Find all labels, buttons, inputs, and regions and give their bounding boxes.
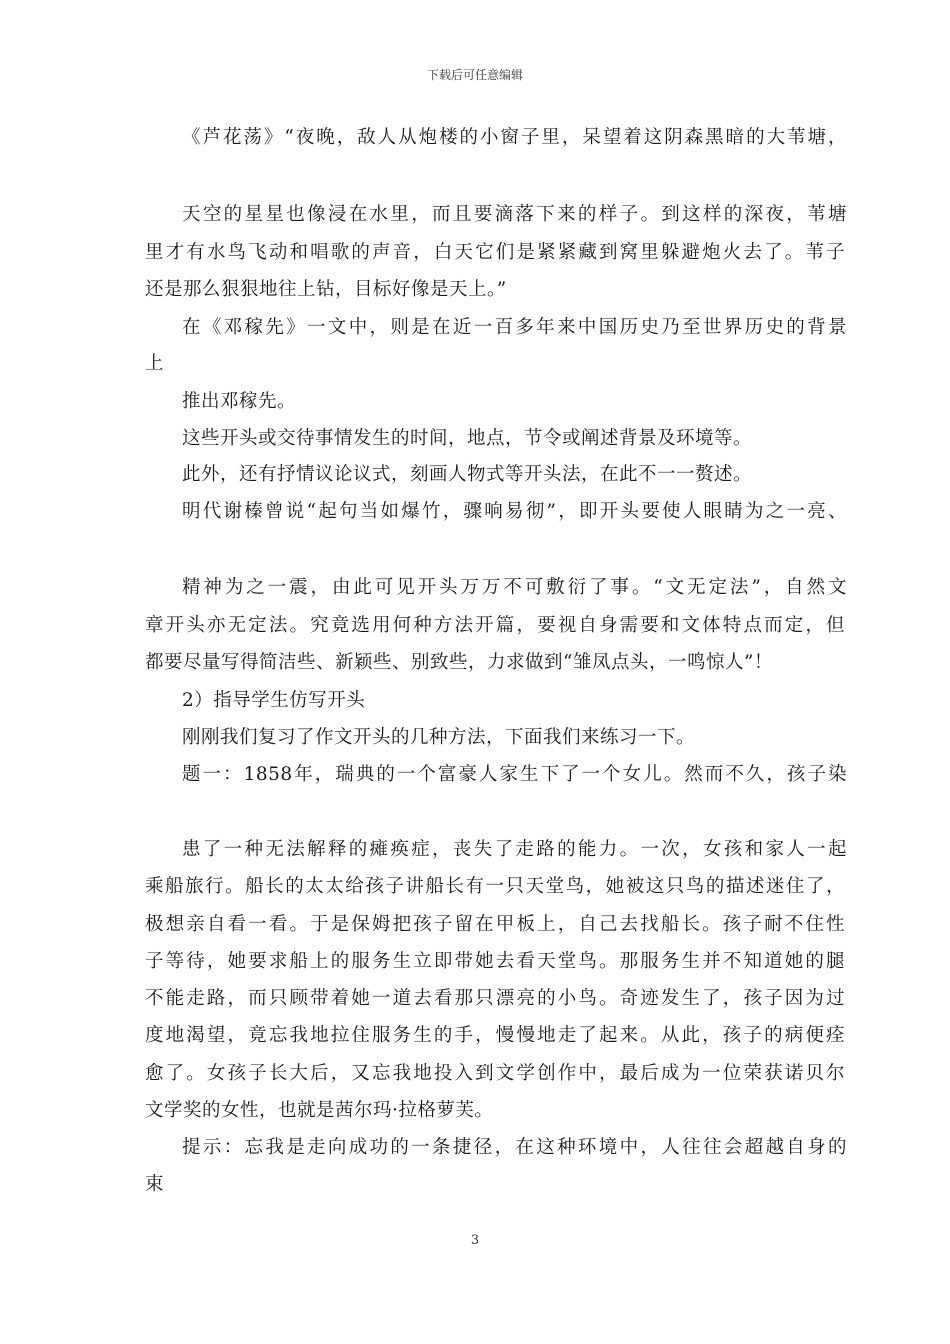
text-line-11: 精神为之一震，由此可见开头万万不可敷衍了事。“文无定法”，自然文 — [182, 577, 847, 598]
text-line-16: 题一：1858年，瑞典的一个富豪人家生下了一个女儿。然而不久，孩子染 — [182, 764, 847, 785]
text-line-18: 乘船旅行。船长的太太给孩子讲船长有一只天堂鸟，她被这只鸟的描述迷住了， — [145, 876, 845, 897]
text-line-21: 不能走路，而只顾带着她一道去看那只漂亮的小鸟。奇迹发生了，孩子因为过 — [145, 988, 845, 1009]
text-line-10: 明代谢榛曾说“起句当如爆竹，骤响易彻”，即开头要使人眼睛为之一亮、 — [182, 501, 847, 522]
text-line-14: 2）指导学生仿写开头 — [182, 690, 366, 711]
text-line-13: 都要尽量写得简洁些、新颖些、别致些，力求做到“雏凤点头，一鸣惊人”！ — [145, 652, 773, 673]
page-number: 3 — [470, 1233, 480, 1248]
text-line-20: 子等待，她要求船上的服务生立即带她去看天堂鸟。那服务生并不知道她的腿 — [145, 951, 845, 972]
text-line-25: 提示：忘我是走向成功的一条捷径，在这种环境中，人往往会超越自身的 — [182, 1137, 847, 1158]
text-line-3: 里才有水鸟飞动和唱歌的声音，白天它们是紧紧藏到窝里躲避炮火去了。苇子 — [145, 242, 845, 263]
text-line-6: 上 — [145, 353, 165, 374]
text-line-7: 推出邓稼先。 — [182, 391, 297, 412]
text-line-23: 愈了。女孩子长大后，又忘我地投入到文学创作中，最后成为一位荣获诺贝尔 — [145, 1063, 845, 1084]
text-line-1: 《芦花荡》“夜晚，敌人从炮楼的小窗子里，呆望着这阴森黑暗的大苇塘， — [182, 127, 847, 148]
text-line-5: 在《邓稼先》一文中，则是在近一百多年来中国历史乃至世界历史的背景 — [182, 317, 847, 338]
text-line-22: 度地渴望，竟忘我地拉住服务生的手，慢慢地走了起来。从此，孩子的病便痊 — [145, 1025, 845, 1046]
page-header: 下载后可任意编辑 — [426, 68, 523, 82]
text-line-17: 患了一种无法解释的瘫痪症，丧失了走路的能力。一次，女孩和家人一起 — [182, 839, 847, 860]
text-line-15: 刚刚我们复习了作文开头的几种方法，下面我们来练习一下。 — [182, 727, 696, 748]
text-line-9: 此外，还有抒情议论议式，刻画人物式等开头法，在此不一一赘述。 — [182, 464, 753, 485]
text-line-26: 束 — [145, 1174, 165, 1195]
text-line-4: 还是那么狠狠地往上钻，目标好像是天上。” — [145, 279, 507, 300]
text-line-24: 文学奖的女性，也就是茜尔玛·拉格萝芙。 — [145, 1100, 494, 1121]
text-line-12: 章开头亦无定法。究竟选用何种方法开篇，要视自身需要和文体特点而定，但 — [145, 615, 845, 636]
text-line-19: 极想亲自看一看。于是保姆把孩子留在甲板上，自己去找船长。孩子耐不住性 — [145, 914, 845, 935]
text-line-2: 天空的星星也像浸在水里，而且要滴落下来的样子。到这样的深夜，苇塘 — [182, 204, 847, 225]
text-line-8: 这些开头或交待事情发生的时间，地点，节令或阐述背景及环境等。 — [182, 428, 753, 449]
